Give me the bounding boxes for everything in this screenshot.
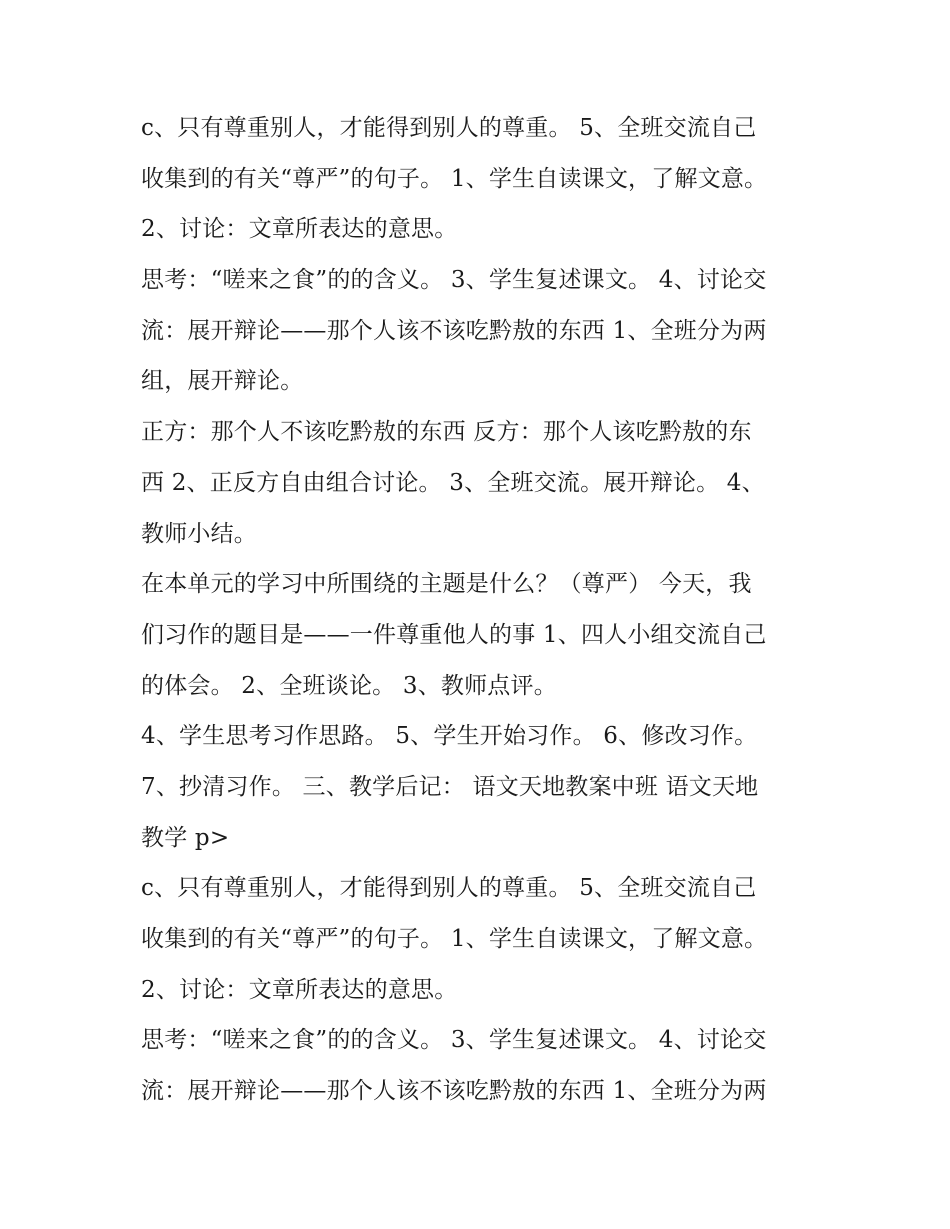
text-line: 的体会。 2、全班谈论。 3、教师点评。: [141, 672, 557, 699]
text-line: 思考：“嗟来之食”的的含义。 3、学生复述课文。 4、讨论交: [141, 1027, 767, 1054]
text-line: 教师小结。: [141, 520, 257, 547]
text-line: 2、讨论：文章所表达的意思。: [141, 216, 458, 243]
text-line: 在本单元的学习中所围绕的主题是什么？（尊严） 今天，我: [141, 571, 752, 598]
text-line: 西 2、正反方自由组合讨论。 3、全班交流。展开辩论。 4、: [141, 469, 765, 496]
text-line: 们习作的题目是——一件尊重他人的事 1、四人小组交流自己: [141, 621, 767, 648]
text-line: c、只有尊重别人，才能得到别人的尊重。 5、全班交流自己: [141, 875, 757, 902]
text-line: 正方：那个人不该吃黔敖的东西 反方：那个人该吃黔敖的东: [141, 419, 752, 446]
text-line: 2、讨论：文章所表达的意思。: [141, 976, 458, 1003]
document-body: [141, 103, 821, 1117]
text-line: c、只有尊重别人，才能得到别人的尊重。 5、全班交流自己: [141, 115, 757, 141]
text-line: 流：展开辩论——那个人该不该吃黔敖的东西 1、全班分为两: [141, 1078, 767, 1105]
text-line: 流：展开辩论——那个人该不该吃黔敖的东西 1、全班分为两: [141, 317, 767, 344]
text-line: 组，展开辩论。: [141, 368, 304, 395]
text-line: 收集到的有关“尊严”的句子。 1、学生自读课文，了解文意。: [141, 926, 768, 952]
text-line: 7、抄清习作。 三、教学后记： 语文天地教案中班 语文天地: [141, 773, 759, 800]
text-line: 思考：“嗟来之食”的的含义。 3、学生复述课文。 4、讨论交: [141, 267, 767, 294]
text-line: 教学 p>: [141, 824, 230, 851]
text-line: 4、学生思考习作思路。 5、学生开始习作。 6、修改习作。: [141, 723, 758, 750]
text-line: 收集到的有关“尊严”的句子。 1、学生自读课文，了解文意。: [141, 165, 768, 192]
